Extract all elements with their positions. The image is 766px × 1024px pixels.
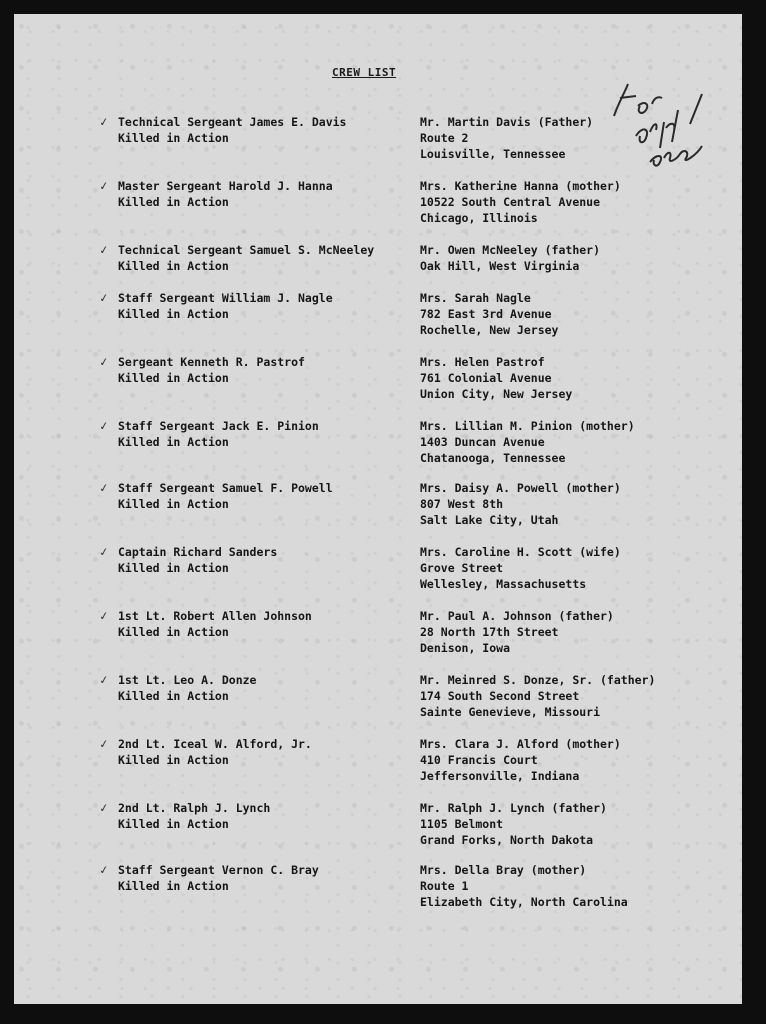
- checkmark-icon: ✓: [98, 114, 109, 131]
- next-of-kin-name: Mrs. Sarah Nagle: [420, 291, 531, 305]
- crew-member-name: Technical Sergeant Samuel S. McNeeley: [118, 243, 375, 257]
- next-of-kin-address-line: Elizabeth City, North Carolina: [420, 895, 628, 909]
- crew-member-status: Killed in Action: [118, 879, 229, 893]
- next-of-kin-address-line: Jeffersonville, Indiana: [420, 769, 580, 783]
- next-of-kin-address-line: Denison, Iowa: [420, 641, 511, 655]
- next-of-kin-address-line: Route 2: [420, 131, 469, 145]
- crew-member-name: Staff Sergeant Samuel F. Powell: [118, 481, 333, 495]
- next-of-kin-address-line: Grove Street: [420, 561, 504, 575]
- next-of-kin-address-line: Route 1: [420, 879, 469, 893]
- crew-member-status: Killed in Action: [118, 435, 229, 449]
- next-of-kin-address-line: Sainte Genevieve, Missouri: [420, 705, 601, 719]
- next-of-kin: [420, 480, 621, 528]
- crew-member-name: Technical Sergeant James E. Davis: [118, 115, 347, 129]
- crew-member-name: Sergeant Kenneth R. Pastrof: [118, 355, 305, 369]
- next-of-kin-name: Mrs. Della Bray (mother): [420, 863, 587, 877]
- next-of-kin-name: Mrs. Caroline H. Scott (wife): [420, 545, 621, 559]
- checkmark-icon: ✓: [98, 862, 109, 879]
- crew-entry: [14, 178, 742, 228]
- next-of-kin-address-line: 28 North 17th Street: [420, 625, 559, 639]
- checkmark-icon: ✓: [98, 290, 109, 307]
- crew-member-name: 2nd Lt. Iceal W. Alford, Jr.: [118, 737, 312, 751]
- crew-member-status: Killed in Action: [118, 561, 229, 575]
- document-page: [14, 14, 742, 1004]
- crew-entry: [14, 290, 742, 340]
- checkmark-icon: ✓: [98, 736, 109, 753]
- next-of-kin-name: Mrs. Daisy A. Powell (mother): [420, 481, 621, 495]
- crew-entry: [14, 800, 742, 850]
- next-of-kin-name: Mr. Owen McNeeley (father): [420, 243, 601, 257]
- crew-member-status: Killed in Action: [118, 817, 229, 831]
- next-of-kin-address-line: Salt Lake City, Utah: [420, 513, 559, 527]
- crew-member-status: Killed in Action: [118, 497, 229, 511]
- next-of-kin: [420, 178, 621, 226]
- next-of-kin-name: Mrs. Lillian M. Pinion (mother): [420, 419, 635, 433]
- next-of-kin: [420, 544, 621, 592]
- next-of-kin-address-line: 807 West 8th: [420, 497, 504, 511]
- crew-member: [118, 608, 312, 640]
- crew-entry: [14, 672, 742, 722]
- page-title: CREW LIST: [332, 66, 397, 79]
- crew-entry: [14, 736, 742, 786]
- crew-member-status: Killed in Action: [118, 195, 229, 209]
- next-of-kin-name: Mrs. Helen Pastrof: [420, 355, 545, 369]
- crew-member: [118, 290, 333, 322]
- next-of-kin-address-line: Grand Forks, North Dakota: [420, 833, 594, 847]
- crew-member: [118, 862, 319, 894]
- crew-member-name: Master Sergeant Harold J. Hanna: [118, 179, 333, 193]
- next-of-kin-address-line: 1105 Belmont: [420, 817, 504, 831]
- crew-member: [118, 544, 277, 576]
- crew-entry: [14, 114, 742, 164]
- crew-member: [118, 480, 333, 512]
- next-of-kin: [420, 800, 607, 848]
- crew-member-name: Staff Sergeant Jack E. Pinion: [118, 419, 319, 433]
- next-of-kin: [420, 608, 614, 656]
- next-of-kin: [420, 114, 593, 162]
- next-of-kin: [420, 736, 621, 784]
- checkmark-icon: ✓: [98, 418, 109, 435]
- next-of-kin-address-line: 10522 South Central Avenue: [420, 195, 601, 209]
- crew-member: [118, 178, 333, 210]
- crew-member-status: Killed in Action: [118, 689, 229, 703]
- next-of-kin-address-line: Chicago, Illinois: [420, 211, 538, 225]
- next-of-kin: [420, 862, 628, 910]
- crew-member-name: Staff Sergeant Vernon C. Bray: [118, 863, 319, 877]
- checkmark-icon: ✓: [98, 672, 109, 689]
- crew-entry: [14, 480, 742, 530]
- crew-entry: [14, 354, 742, 404]
- next-of-kin-address-line: Wellesley, Massachusetts: [420, 577, 587, 591]
- checkmark-icon: ✓: [98, 242, 109, 259]
- crew-entry: [14, 418, 742, 468]
- next-of-kin-name: Mr. Martin Davis (Father): [420, 115, 594, 129]
- next-of-kin-name: Mr. Meinred S. Donze, Sr. (father): [420, 673, 656, 687]
- crew-member-status: Killed in Action: [118, 753, 229, 767]
- checkmark-icon: ✓: [98, 178, 109, 195]
- next-of-kin-address-line: Louisville, Tennessee: [420, 147, 566, 161]
- crew-entry: [14, 242, 742, 292]
- crew-entry: [14, 544, 742, 594]
- crew-member: [118, 736, 312, 768]
- next-of-kin-name: Mrs. Clara J. Alford (mother): [420, 737, 621, 751]
- next-of-kin-name: Mr. Paul A. Johnson (father): [420, 609, 614, 623]
- crew-entry: [14, 608, 742, 658]
- checkmark-icon: ✓: [98, 480, 109, 497]
- next-of-kin: [420, 672, 655, 720]
- next-of-kin-address-line: 782 East 3rd Avenue: [420, 307, 552, 321]
- crew-member-status: Killed in Action: [118, 371, 229, 385]
- crew-member-name: Captain Richard Sanders: [118, 545, 278, 559]
- crew-entry: [14, 862, 742, 912]
- checkmark-icon: ✓: [98, 608, 109, 625]
- next-of-kin-address-line: 174 South Second Street: [420, 689, 580, 703]
- checkmark-icon: ✓: [98, 544, 109, 561]
- next-of-kin-name: Mrs. Katherine Hanna (mother): [420, 179, 621, 193]
- crew-member-status: Killed in Action: [118, 131, 229, 145]
- next-of-kin-address-line: 1403 Duncan Avenue: [420, 435, 545, 449]
- crew-member: [118, 418, 319, 450]
- crew-member: [118, 672, 256, 704]
- next-of-kin-name: Mr. Ralph J. Lynch (father): [420, 801, 607, 815]
- crew-member: [118, 242, 374, 274]
- checkmark-icon: ✓: [98, 354, 109, 371]
- next-of-kin-address-line: Oak Hill, West Virginia: [420, 259, 580, 273]
- crew-member: [118, 114, 346, 146]
- crew-member-status: Killed in Action: [118, 625, 229, 639]
- next-of-kin: [420, 418, 635, 466]
- next-of-kin-address-line: 761 Colonial Avenue: [420, 371, 552, 385]
- checkmark-icon: ✓: [98, 800, 109, 817]
- crew-member-name: 1st Lt. Robert Allen Johnson: [118, 609, 312, 623]
- next-of-kin: [420, 242, 600, 274]
- crew-member: [118, 800, 270, 832]
- crew-member-name: 1st Lt. Leo A. Donze: [118, 673, 257, 687]
- crew-member-name: 2nd Lt. Ralph J. Lynch: [118, 801, 271, 815]
- next-of-kin: [420, 354, 572, 402]
- next-of-kin: [420, 290, 558, 338]
- crew-member-name: Staff Sergeant William J. Nagle: [118, 291, 333, 305]
- next-of-kin-address-line: Chatanooga, Tennessee: [420, 451, 566, 465]
- next-of-kin-address-line: 410 Francis Court: [420, 753, 538, 767]
- next-of-kin-address-line: Rochelle, New Jersey: [420, 323, 559, 337]
- next-of-kin-address-line: Union City, New Jersey: [420, 387, 573, 401]
- crew-member-status: Killed in Action: [118, 259, 229, 273]
- crew-member-status: Killed in Action: [118, 307, 229, 321]
- crew-member: [118, 354, 305, 386]
